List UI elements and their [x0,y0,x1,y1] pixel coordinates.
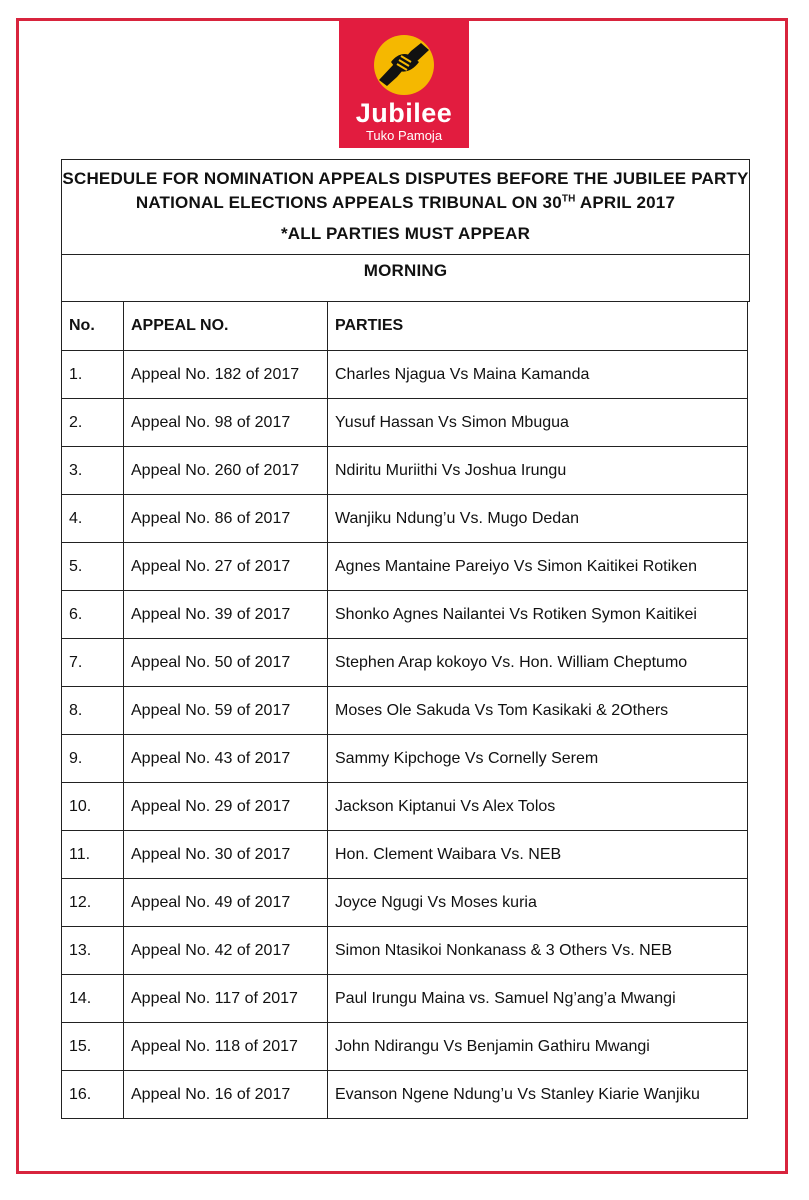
header-divider [62,254,749,255]
appeal-number: Appeal No. 117 of 2017 [124,975,328,1023]
parties-cell: Moses Ole Sakuda Vs Tom Kasikaki & 2Others [328,687,748,735]
parties-cell: Simon Ntasikoi Nonkanass & 3 Others Vs. NEB [328,927,748,975]
row-number: 12. [62,879,124,927]
parties-cell: Wanjiku Ndung’u Vs. Mugo Dedan [328,495,748,543]
appeal-number: Appeal No. 86 of 2017 [124,495,328,543]
row-number: 1. [62,351,124,399]
table-row [62,543,748,591]
parties-cell: Joyce Ngugi Vs Moses kuria [328,879,748,927]
table-row [62,879,748,927]
row-number: 7. [62,639,124,687]
logo-tagline: Tuko Pamoja [365,128,443,143]
table-row [62,1023,748,1071]
appeal-number: Appeal No. 29 of 2017 [124,783,328,831]
appeals-schedule-table [61,301,748,1119]
appeal-number: Appeal No. 260 of 2017 [124,447,328,495]
table-row [62,495,748,543]
parties-cell: Shonko Agnes Nailantei Vs Rotiken Symon Kaitikei [328,591,748,639]
row-number: 15. [62,1023,124,1071]
handshake-icon [339,20,469,100]
appeal-number: Appeal No. 49 of 2017 [124,879,328,927]
header-title-line1: SCHEDULE FOR NOMINATION APPEALS DISPUTES BEFORE THE JUBILEE PARTY [62,169,749,188]
table-row [62,783,748,831]
row-number: 13. [62,927,124,975]
appeal-number: Appeal No. 118 of 2017 [124,1023,328,1071]
appeal-number: Appeal No. 98 of 2017 [124,399,328,447]
appeal-number: Appeal No. 59 of 2017 [124,687,328,735]
table-row [62,1071,748,1119]
header-notice: *ALL PARTIES MUST APPEAR [280,224,531,243]
row-number: 4. [62,495,124,543]
appeal-number: Appeal No. 27 of 2017 [124,543,328,591]
appeal-number: Appeal No. 50 of 2017 [124,639,328,687]
row-number: 5. [62,543,124,591]
table-row [62,831,748,879]
jubilee-logo [339,20,469,148]
schedule-header [61,159,750,302]
appeal-number: Appeal No. 39 of 2017 [124,591,328,639]
parties-cell: Evanson Ngene Ndung’u Vs Stanley Kiarie Wanjiku [328,1071,748,1119]
row-number: 8. [62,687,124,735]
appeal-number: Appeal No. 43 of 2017 [124,735,328,783]
parties-cell: Ndiritu Muriithi Vs Joshua Irungu [328,447,748,495]
parties-cell: Jackson Kiptanui Vs Alex Tolos [328,783,748,831]
row-number: 3. [62,447,124,495]
row-number: 11. [62,831,124,879]
column-header-parties: PARTIES [328,302,748,351]
table-row [62,927,748,975]
table-header-row [62,302,748,351]
table-row [62,351,748,399]
table-row [62,447,748,495]
appeal-number: Appeal No. 42 of 2017 [124,927,328,975]
parties-cell: Agnes Mantaine Pareiyo Vs Simon Kaitikei Rotiken [328,543,748,591]
table-row [62,399,748,447]
parties-cell: Stephen Arap kokoyo Vs. Hon. William Cheptumo [328,639,748,687]
column-header-appeal-no: APPEAL NO. [124,302,328,351]
table-row [62,735,748,783]
row-number: 10. [62,783,124,831]
column-header-no: No. [62,302,124,351]
row-number: 6. [62,591,124,639]
parties-cell: John Ndirangu Vs Benjamin Gathiru Mwangi [328,1023,748,1071]
parties-cell: Charles Njagua Vs Maina Kamanda [328,351,748,399]
appeal-number: Appeal No. 30 of 2017 [124,831,328,879]
row-number: 9. [62,735,124,783]
appeal-number: Appeal No. 182 of 2017 [124,351,328,399]
parties-cell: Hon. Clement Waibara Vs. NEB [328,831,748,879]
table-row [62,975,748,1023]
logo-brand-name: Jubilee [355,98,453,128]
appeal-number: Appeal No. 16 of 2017 [124,1071,328,1119]
session-label: MORNING [363,261,448,280]
table-row [62,639,748,687]
row-number: 2. [62,399,124,447]
row-number: 14. [62,975,124,1023]
table-row [62,687,748,735]
parties-cell: Yusuf Hassan Vs Simon Mbugua [328,399,748,447]
row-number: 16. [62,1071,124,1119]
header-title-line2: NATIONAL ELECTIONS APPEALS TRIBUNAL ON 30TH APRIL 2017 [135,193,676,212]
parties-cell: Sammy Kipchoge Vs Cornelly Serem [328,735,748,783]
parties-cell: Paul Irungu Maina vs. Samuel Ng’ang’a Mwangi [328,975,748,1023]
table-row [62,591,748,639]
